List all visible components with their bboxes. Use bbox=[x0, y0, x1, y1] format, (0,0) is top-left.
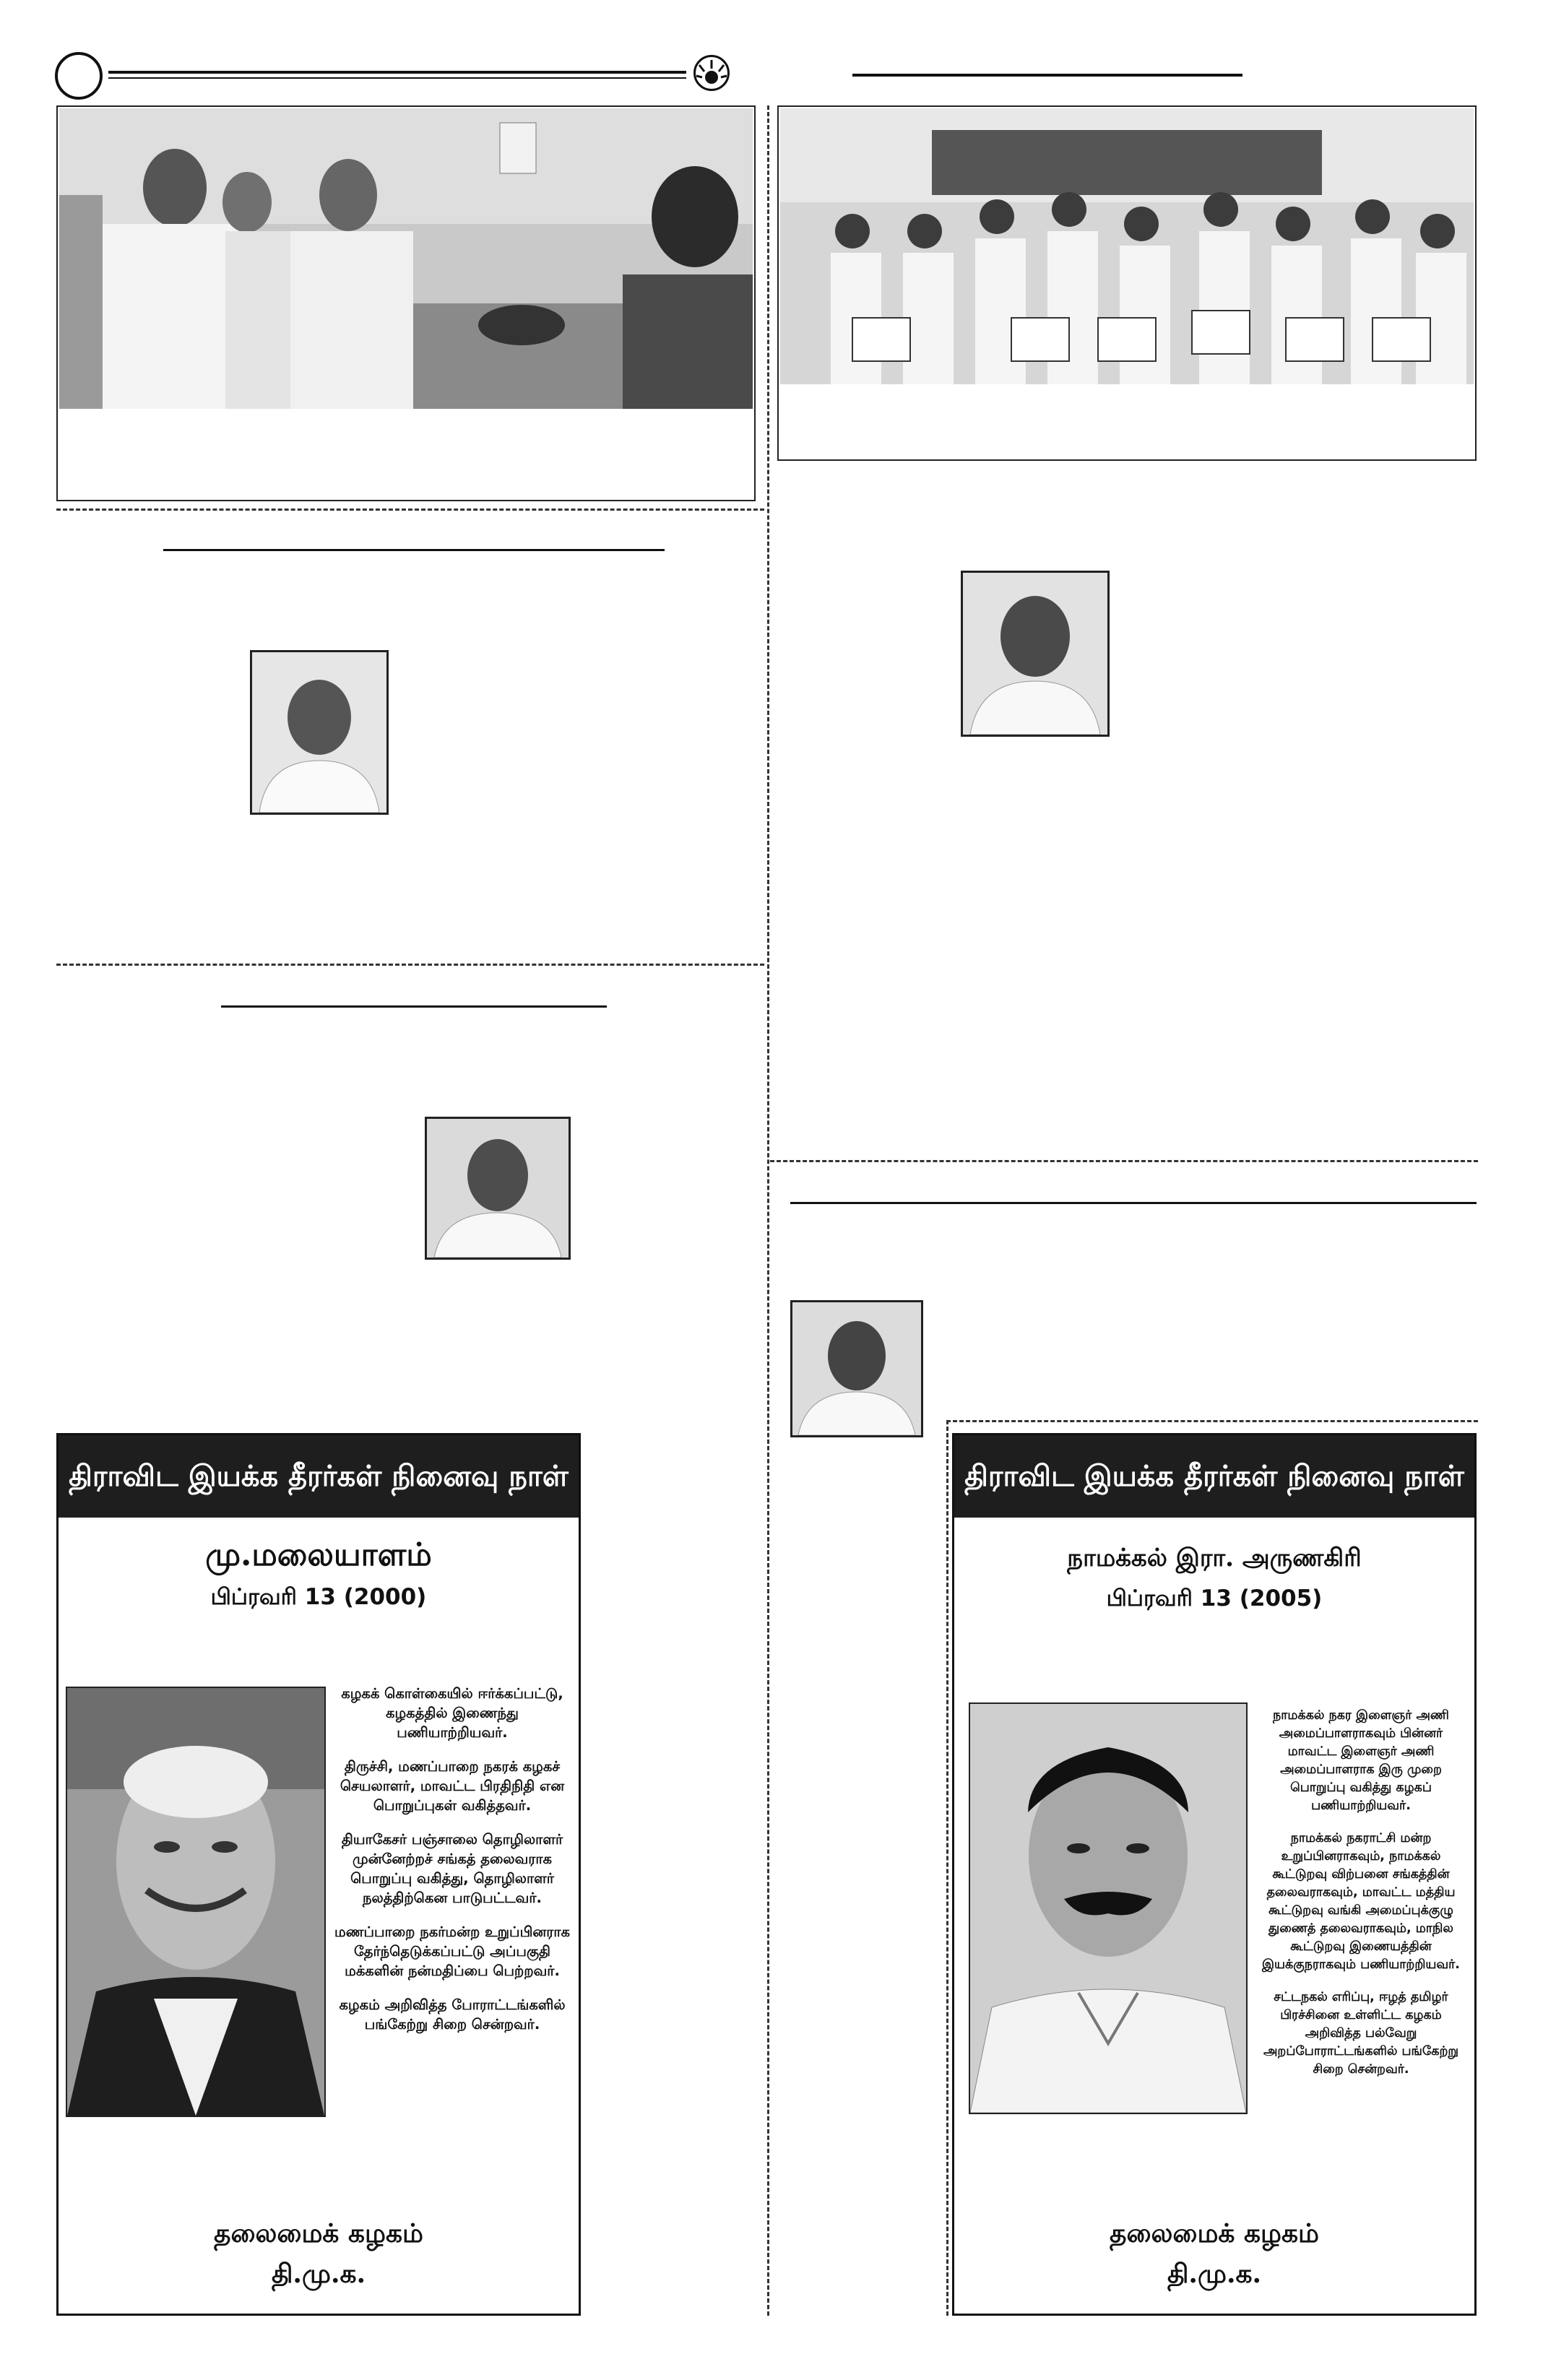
portrait-person-3 bbox=[425, 1117, 571, 1260]
memorial-2-paragraph: சட்டநகல் எரிப்பு, ஈழத் தமிழர் பிரச்சினை உள்ளிட்ட கழகம் அறிவித்த பல்வேறு அறப்போராட்டங்களில் பங்கேற்று சிறை சென்றவர். bbox=[1263, 1990, 1458, 2077]
portrait-person-1 bbox=[250, 650, 389, 815]
memorial-1-paragraph: மணப்பாறை நகர்மன்ற உறுப்பினராக தேர்ந்தெடுக்கப்பட்டு அப்பகுதி மக்களின் நன்மதிப்பை பெற்றவர். bbox=[334, 1924, 570, 1979]
laptop-distribution-photo bbox=[780, 108, 1474, 384]
memorial-2-footer-line1: தலைமைக் கழகம் bbox=[1110, 2218, 1319, 2249]
memorial-2-name: நாமக்கல் இரா. அருணகிரி bbox=[1067, 1544, 1362, 1572]
memorial-1-paragraph: திருச்சி, மணப்பாறை நகரக் கழகச் செயலாளர், மாவட்ட பிரதிநிதி என பொறுப்புகள் வகித்தவர். bbox=[340, 1758, 565, 1814]
memorial-1-name: மு.மலையாளம் bbox=[205, 1536, 432, 1573]
laptop-distribution-photo-frame bbox=[777, 105, 1477, 461]
memorial-box-1 bbox=[56, 1433, 581, 2316]
memorial-box-2 bbox=[952, 1433, 1477, 2316]
masthead-rule-right bbox=[852, 74, 1242, 77]
article-rule-left-1 bbox=[163, 549, 665, 551]
memorial-2-paragraph: நாமக்கல் நகராட்சி மன்ற உறுப்பினராகவும், நாமக்கல் கூட்டுறவு விற்பனை சங்கத்தின் தலைவராகவும், மாவட்ட மத்திய கூட்டுறவு வங்கி அமைப்புக்குழு துணைத் தலைவராகவும், மாநில கூட்டுறவு இணையத்தின் இயக்குநராகவும் பணியாற்றியவர். bbox=[1262, 1831, 1460, 1972]
article-rule-left-2 bbox=[221, 1005, 607, 1008]
portrait-person-2 bbox=[961, 571, 1110, 737]
memorial-1-paragraph: கழகம் அறிவித்த போராட்டங்களில் பங்கேற்று சிறை சென்றவர். bbox=[339, 1996, 566, 2033]
portrait-person-4 bbox=[790, 1300, 923, 1437]
hospital-visit-photo-frame bbox=[56, 105, 756, 501]
article-rule-right-1 bbox=[790, 1202, 1477, 1204]
memorial-1-date: பிப்ரவரி 13 (2000) bbox=[210, 1584, 427, 1610]
memorial-box-guide-top bbox=[946, 1420, 1478, 1422]
memorial-2-date: பிப்ரவரி 13 (2005) bbox=[1106, 1585, 1323, 1611]
memorial-1-bio bbox=[334, 1684, 570, 2048]
memorial-2-bio bbox=[1253, 1707, 1469, 2093]
page-number-circle bbox=[55, 52, 103, 100]
memorial-1-footer-line1: தலைமைக் கழகம் bbox=[214, 2218, 423, 2249]
memorial-2-paragraph: நாமக்கல் நகர இளைஞர் அணி அமைப்பாளராகவும் பின்னர் மாவட்ட இளைஞர் அணி அமைப்பாளராக இரு முறை பொறுப்பு வகித்து கழகப் பணியாற்றியவர். bbox=[1273, 1708, 1449, 1813]
memorial-1-footer-line2: தி.மு.க. bbox=[271, 2259, 366, 2289]
divider-left-1 bbox=[56, 509, 764, 511]
memorial-box-guide bbox=[946, 1420, 948, 2316]
memorial-2-footer-line2: தி.மு.க. bbox=[1167, 2259, 1262, 2289]
memorial-2-photo bbox=[969, 1702, 1248, 2114]
hospital-visit-photo bbox=[59, 108, 753, 409]
memorial-1-header: திராவிட இயக்க தீரர்கள் நினைவு நாள் bbox=[59, 1435, 579, 1518]
masthead-rule-left bbox=[108, 71, 686, 74]
masthead-rule-left-thin bbox=[108, 77, 686, 79]
memorial-1-paragraph: கழகக் கொள்கையில் ஈர்க்கப்பட்டு, கழகத்தில் இணைந்து பணியாற்றியவர். bbox=[341, 1685, 563, 1741]
column-divider bbox=[767, 105, 769, 2316]
rising-sun-emblem-icon bbox=[693, 55, 730, 91]
memorial-2-header: திராவிட இயக்க தீரர்கள் நினைவு நாள் bbox=[954, 1435, 1474, 1518]
divider-left-2 bbox=[56, 964, 764, 966]
memorial-1-photo bbox=[66, 1687, 326, 2117]
memorial-1-paragraph: தியாகேசர் பஞ்சாலை தொழிலாளர் முன்னேற்றச் சங்கத் தலைவராக பொறுப்பு வகித்து, தொழிலாளர் நலத்திற்கென பாடுபட்டவர். bbox=[341, 1831, 563, 1906]
divider-right-1 bbox=[770, 1160, 1478, 1162]
